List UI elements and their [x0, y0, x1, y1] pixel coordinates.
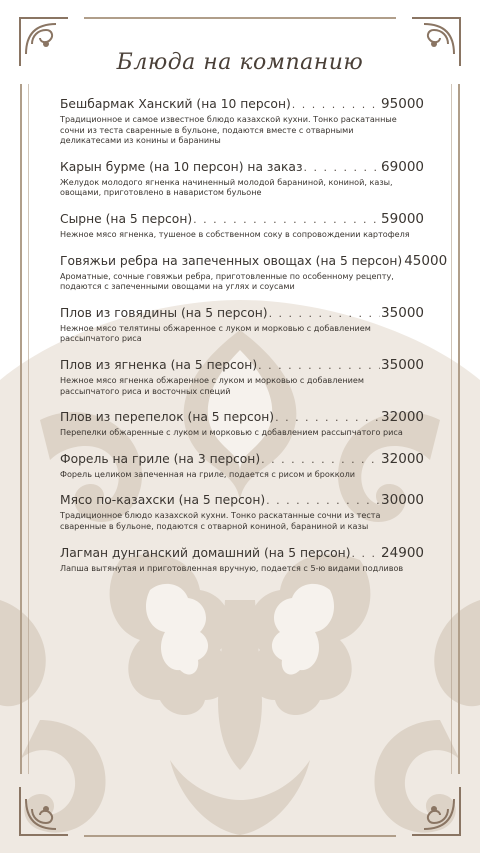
leader-dots: [261, 452, 380, 467]
menu-title: Блюда на компанию: [116, 50, 364, 75]
leader-dots: [266, 493, 380, 508]
leader-dots: [258, 358, 380, 373]
menu-item-name: Форель на гриле (на 3 персон): [60, 451, 261, 466]
menu-item-price: 32000: [381, 450, 424, 467]
menu-item-price: 32000: [381, 409, 424, 426]
menu-item-price: 45000: [404, 252, 448, 269]
menu-item-header: [60, 306, 424, 321]
menu-item-name: Карын бурме (на 10 персон) на заказ: [60, 159, 303, 174]
menu-item: [60, 452, 424, 480]
menu-item-header: [60, 160, 424, 175]
menu-item-description: Нежное мясо ягненка, тушеное в собственном соку в сопровождении картофеля: [60, 228, 410, 239]
menu-item: [60, 358, 424, 396]
menu-item-name: Плов из говядины (на 5 персон): [60, 305, 268, 320]
menu-item-price: 69000: [381, 158, 424, 175]
menu-item-header: [60, 410, 424, 425]
frame-inner-right-line: [451, 84, 452, 774]
menu-item: [60, 306, 424, 344]
menu-item-price: 59000: [381, 210, 424, 227]
menu-item-price: 35000: [381, 304, 424, 321]
leader-dots: [275, 410, 380, 425]
menu-list: [60, 96, 448, 587]
menu-item: [60, 97, 424, 146]
leader-dots: [304, 160, 381, 175]
leader-dots: [193, 212, 380, 227]
menu-item: [60, 252, 448, 292]
menu-item-name: Плов из перепелок (на 5 персон): [60, 410, 275, 425]
menu-item-description: Форель целиком запеченная на гриле, подается с рисом и брокколи: [60, 468, 356, 479]
menu-item-header: [60, 212, 424, 227]
menu-item-name: Сырне (на 5 персон): [60, 211, 193, 226]
menu-item-name: Лагман дунганский домашний (на 5 персон): [60, 545, 351, 560]
menu-item-name: Говяжьи ребра на запеченных овощах (на 5 персон): [60, 253, 403, 268]
menu-item: [60, 410, 424, 438]
menu-item: [60, 160, 424, 198]
frame-bottom-line: [84, 835, 396, 837]
menu-item: [60, 546, 424, 574]
menu-item-price: 35000: [381, 356, 424, 373]
menu-item-price: 95000: [381, 96, 424, 112]
menu-item-header: [60, 252, 448, 269]
menu-item-header: [60, 546, 424, 561]
leader-dots: [292, 97, 380, 112]
menu-item-header: [60, 358, 424, 373]
menu-item-header: [60, 493, 424, 508]
menu-item-description: Перепелки обжаренные с луком и морковью с добавлением рассыпчатого риса: [60, 427, 403, 438]
menu-item-description: Нежное мясо телятины обжаренное с луком и морковью с добавлением рассыпчатого риса: [60, 322, 371, 344]
menu-item: [60, 212, 424, 240]
menu-item-description: Лапша вытянутая и приготовленная вручную, подается с 5-ю видами подливов: [60, 562, 404, 573]
menu-item-description: Желудок молодого ягненка начиненный молодой бараниной, кониной, казы, овощами, приготовлено в наваристом бульоне: [60, 176, 393, 198]
menu-item: [60, 493, 424, 531]
leader-dots: [352, 546, 381, 561]
frame-inner-left-line: [28, 84, 29, 774]
menu-item-header: [60, 97, 424, 112]
menu-item-description: Нежное мясо ягненка обжаренное с луком и морковью с добавлением рассыпчатого риса и восточных специй: [60, 374, 364, 396]
menu-item-price: 30000: [381, 492, 424, 509]
frame-left-line: [20, 84, 22, 774]
menu-item-description: Традиционное блюдо казахской кухни. Тонко раскатанные сочни из теста сваренные в бульоне, подаются с отварной кониной, бараниной и казы: [60, 510, 381, 531]
menu-item-description: Ароматные, сочные говяжьи ребра, приготовленные по особенному рецепту, подаются с запеченными овощами на углях и соусами: [60, 270, 394, 292]
menu-item-name: Мясо по-казахски (на 5 персон): [60, 493, 266, 508]
frame-top-line: [84, 17, 396, 19]
corner-ornament-bottom-right-icon: [408, 783, 464, 839]
menu-item-header: [60, 452, 424, 467]
menu-item-name: Бешбармак Ханский (на 10 персон): [60, 97, 291, 111]
frame-right-line: [458, 84, 460, 774]
leader-dots: [269, 306, 380, 321]
menu-item-name: Плов из ягненка (на 5 персон): [60, 357, 258, 372]
menu-item-price: 24900: [381, 544, 424, 561]
corner-ornament-bottom-left-icon: [16, 783, 72, 839]
menu-item-description: Традиционное и самое известное блюдо казахской кухни. Тонко раскатанные сочни из теста сваренные в бульоне, подаются вместе с отварными деликатесами из конины и баранины: [60, 114, 397, 146]
